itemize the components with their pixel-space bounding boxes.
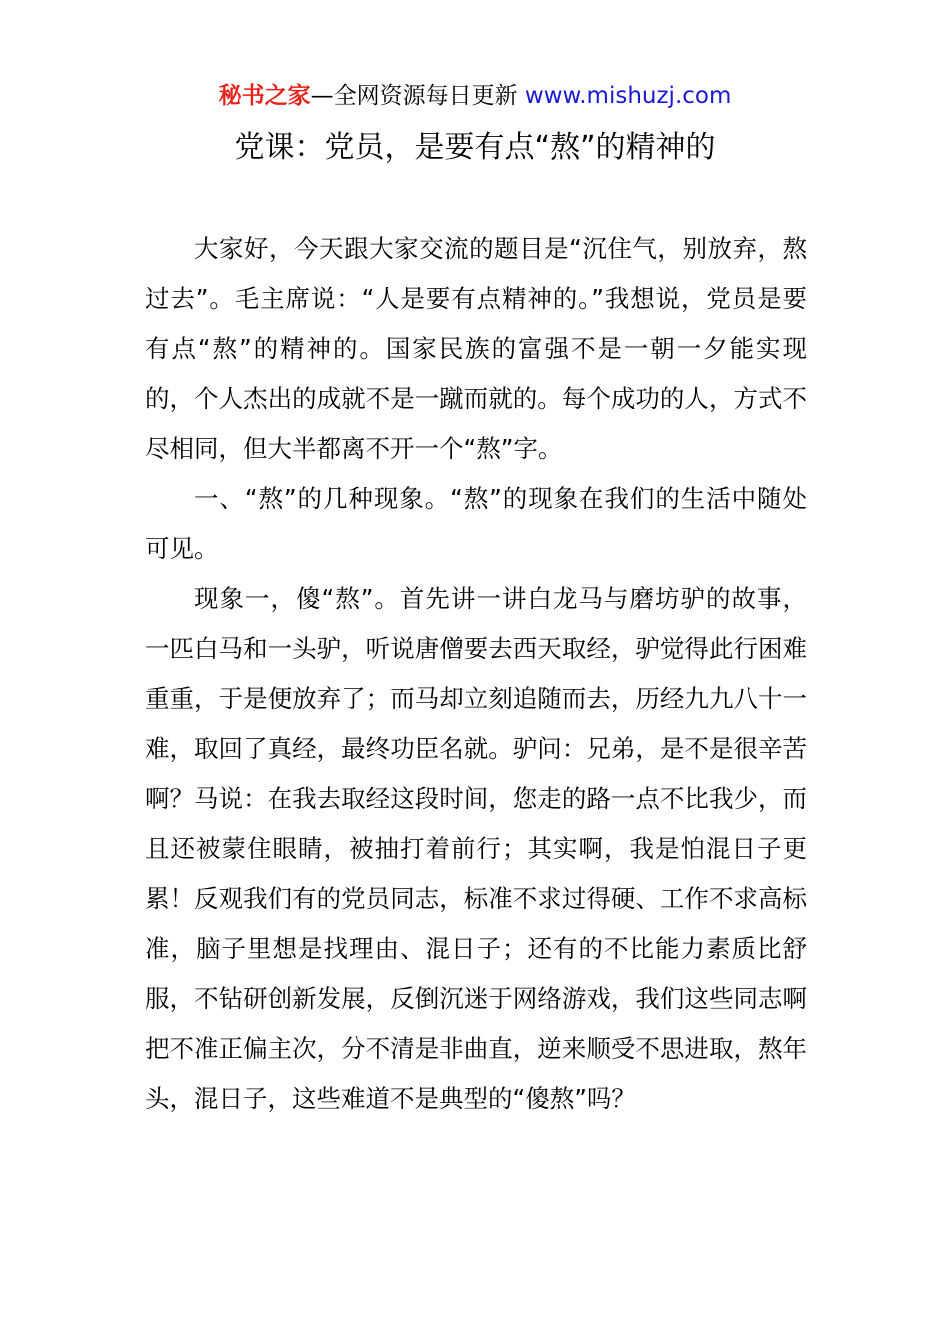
document-title: 党课：党员，是要有点“熬”的精神的 [234, 130, 716, 165]
paragraph: 现象一，傻“熬”。首先讲一讲白龙马与磨坊驴的故事，一匹白马和一头驴，听说唐僧要去西天取经，驴觉得此行困难重重，于是便放弃了；而马却立刻追随而去，历经九九八十一难，取回了真经，最终功臣名就。驴问：兄弟，是不是很辛苦啊？马说：在我去取经这段时间，您走的路一点不比我少，而且还被蒙住眼睛，被抽打着前行；其实啊，我是怕混日子更累！反观我们有的党员同志，标准不求过得硬、工作不求高标准，脑子里想是找理由、混日子；还有的不比能力素质比舒服，不钻研创新发展，反倒沉迷于网络游戏，我们这些同志啊把不准正偏主次，分不清是非曲直，逆来顺受不思进取，熬年头，混日子，这些难道不是典型的“傻熬”吗？ [145, 584, 807, 1113]
site-url-link[interactable]: www.mishuzj.com [524, 83, 732, 109]
site-brand: 秘书之家 [218, 83, 311, 109]
paragraph: 一、“熬”的几种现象。“熬”的现象在我们的生活中随处可见。 [145, 484, 807, 563]
paragraph: 大家好，今天跟大家交流的题目是“沉住气，别放弃，熬过去”。毛主席说：“人是要有点精神的。”我想说，党员是要有点“熬”的精神的。国家民族的富强不是一朝一夕能实现的，个人杰出的成就不是一蹴而就的。每个成功的人，方式不尽相同，但大半都离不开一个“熬”字。 [145, 234, 807, 463]
site-tagline: —全网资源每日更新 [310, 83, 525, 109]
site-header [0, 80, 950, 112]
document-body [145, 224, 807, 1124]
